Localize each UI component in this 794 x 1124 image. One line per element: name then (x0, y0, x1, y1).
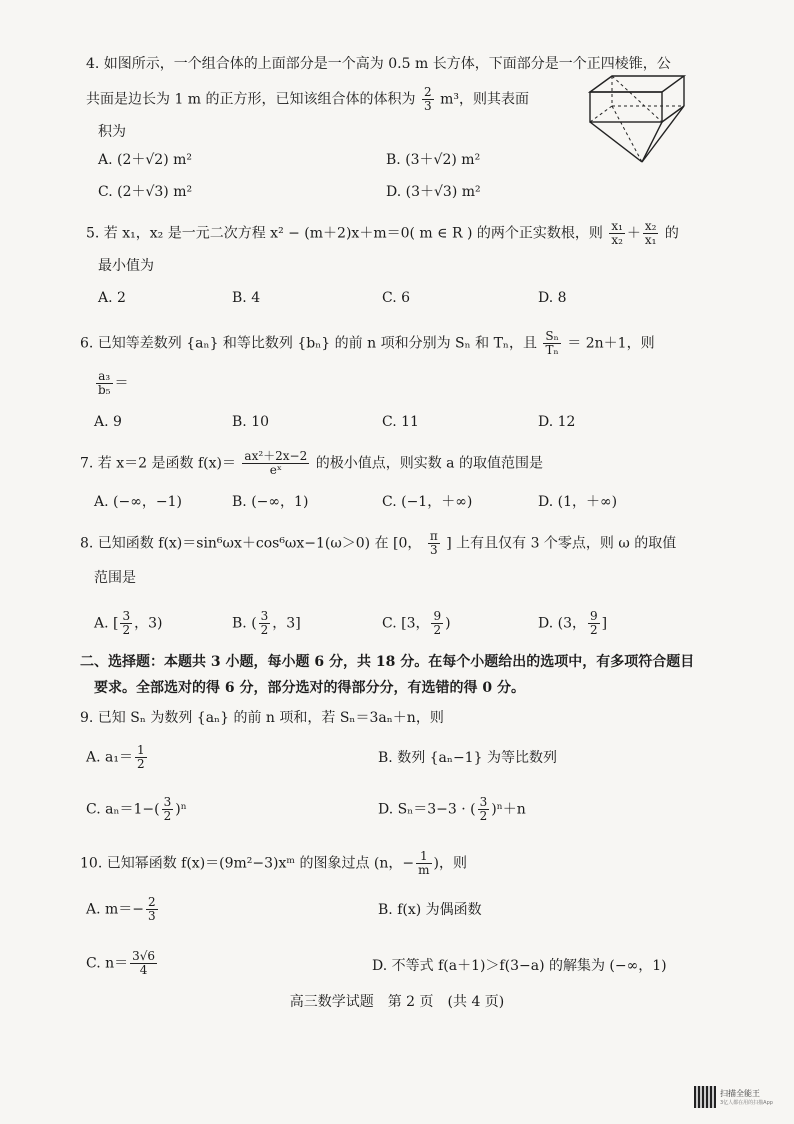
q6-line2: $\frac{\text{a₃}}{\text{b₅}}$ ＝ (98, 369, 129, 397)
q8-option-b: B. ( $\frac{3}{2}$ ，3] (232, 609, 301, 637)
q8-line2: 范围是 (94, 570, 136, 586)
q4-line1: 4. 如图所示，一个组合体的上面部分是一个高为 0.5 m 长方体，下面部分是一个正四棱锥，公 (86, 56, 671, 72)
q5-option-a: A. 2 (98, 290, 126, 306)
q9-option-b: B. 数列 {aₙ−1} 为等比数列 (378, 750, 557, 766)
q9-option-a: A. a₁＝ $\frac{1}{2}$ (86, 743, 145, 771)
q6-line1: 6. 已知等差数列 {aₙ} 和等比数列 {bₙ} 的前 n 项和分别为 Sₙ 和 Tₙ，且 $\frac{\text{Sₙ}}{\text{Tₙ}}$ ＝ 2n＋1，则 (80, 329, 655, 357)
q6-option-b: B. 10 (232, 414, 270, 430)
q4-line2: 共面是边长为 1 m 的正方形，已知该组合体的体积为 $\frac{2}{3}$ m³，则其表面 (86, 85, 529, 113)
q8-option-d: D. (3， $\frac{9}{2}$ ] (538, 609, 608, 637)
q4-option-a: A. (2＋√2) m² (98, 152, 193, 168)
q9-line1: 9. 已知 Sₙ 为数列 {aₙ} 的前 n 项和，若 Sₙ＝3aₙ＋n，则 (80, 710, 444, 726)
page-footer: 高三数学试题 第 2 页 (共 4 页) (289, 994, 505, 1010)
q10-line1: 10. 已知幂函数 f(x)＝(9m²−3)xᵐ 的图象过点 (n，− $\frac{1}{m}$ )，则 (80, 849, 467, 877)
q7-option-d: D. (1，＋∞) (538, 494, 618, 510)
stamp-subtitle: 3亿人都在用的扫描App (720, 1100, 773, 1106)
section2-heading-line2: 要求。全部选对的得 6 分，部分选对的得部分分，有选错的得 0 分。 (94, 680, 525, 696)
q10-option-c: C. n＝ $\frac{3√6}{4}$ (86, 949, 156, 977)
q7-option-a: A. (−∞，−1) (94, 494, 182, 510)
q6-option-c: C. 11 (382, 414, 419, 430)
q9-option-d: D. Sₙ＝3−3 · ( $\frac{3}{2}$ )ⁿ＋n (378, 795, 526, 823)
q6-option-a: A. 9 (94, 414, 122, 430)
q5-option-c: C. 6 (382, 290, 411, 306)
section2-heading-line1: 二、选择题：本题共 3 小题，每小题 6 分，共 18 分。在每个小题给出的选项中，有多项符合题目 (80, 654, 695, 670)
q10-option-b: B. f(x) 为偶函数 (378, 902, 482, 918)
q7-option-b: B. (−∞，1) (232, 494, 309, 510)
q4-option-d: D. (3＋√3) m² (386, 184, 481, 200)
scanner-stamp (694, 1086, 786, 1110)
q5-option-d: D. 8 (538, 290, 567, 306)
q5-line2: 最小值为 (98, 258, 154, 274)
q7-line1: 7. 若 x＝2 是函数 f(x)＝ $\frac{\text{ax²＋2x−2}}{\text{eˣ}}$ 的极小值点，则实数 a 的取值范围是 (80, 449, 543, 477)
q4-option-b: B. (3＋√2) m² (386, 152, 481, 168)
stamp-title: 扫描全能王 (720, 1089, 760, 1098)
q9-option-c: C. aₙ＝1−( $\frac{3}{2}$ )ⁿ (86, 795, 187, 823)
q8-line1: 8. 已知函数 f(x)＝sin⁶ωx＋cos⁶ωx−1(ω＞0) 在 [0， $\frac{\pi}{3}$ ] 上有且仅有 3 个零点，则 ω 的取值 (80, 529, 677, 557)
q5-line1: 5. 若 x₁，x₂ 是一元二次方程 x² − (m＋2)x＋m＝0( m ∈ R ) 的两个正实数根，则 $\frac{\text{x₁}}{\text{x₂}}$ ＋ $\frac{\text{x₂}}{\text{x₁}}$ 的 (86, 219, 679, 247)
q5-option-b: B. 4 (232, 290, 261, 306)
q4-line3: 积为 (98, 124, 126, 140)
q6-option-d: D. 12 (538, 414, 576, 430)
qr-code-icon (694, 1086, 716, 1108)
q7-option-c: C. (−1，＋∞) (382, 494, 473, 510)
q8-option-c: C. [3， $\frac{9}{2}$ ) (382, 609, 451, 637)
composite-solid-figure (586, 70, 690, 170)
q4-option-c: C. (2＋√3) m² (98, 184, 193, 200)
q8-option-a: A. [ $\frac{3}{2}$ ，3) (94, 609, 163, 637)
q10-option-a: A. m＝− $\frac{2}{3}$ (86, 895, 156, 923)
q10-option-d: D. 不等式 f(a＋1)＞f(3−a) 的解集为 (−∞，1) (372, 958, 667, 974)
q4-volume-fraction: $\frac{2}{3}$ (424, 85, 432, 113)
